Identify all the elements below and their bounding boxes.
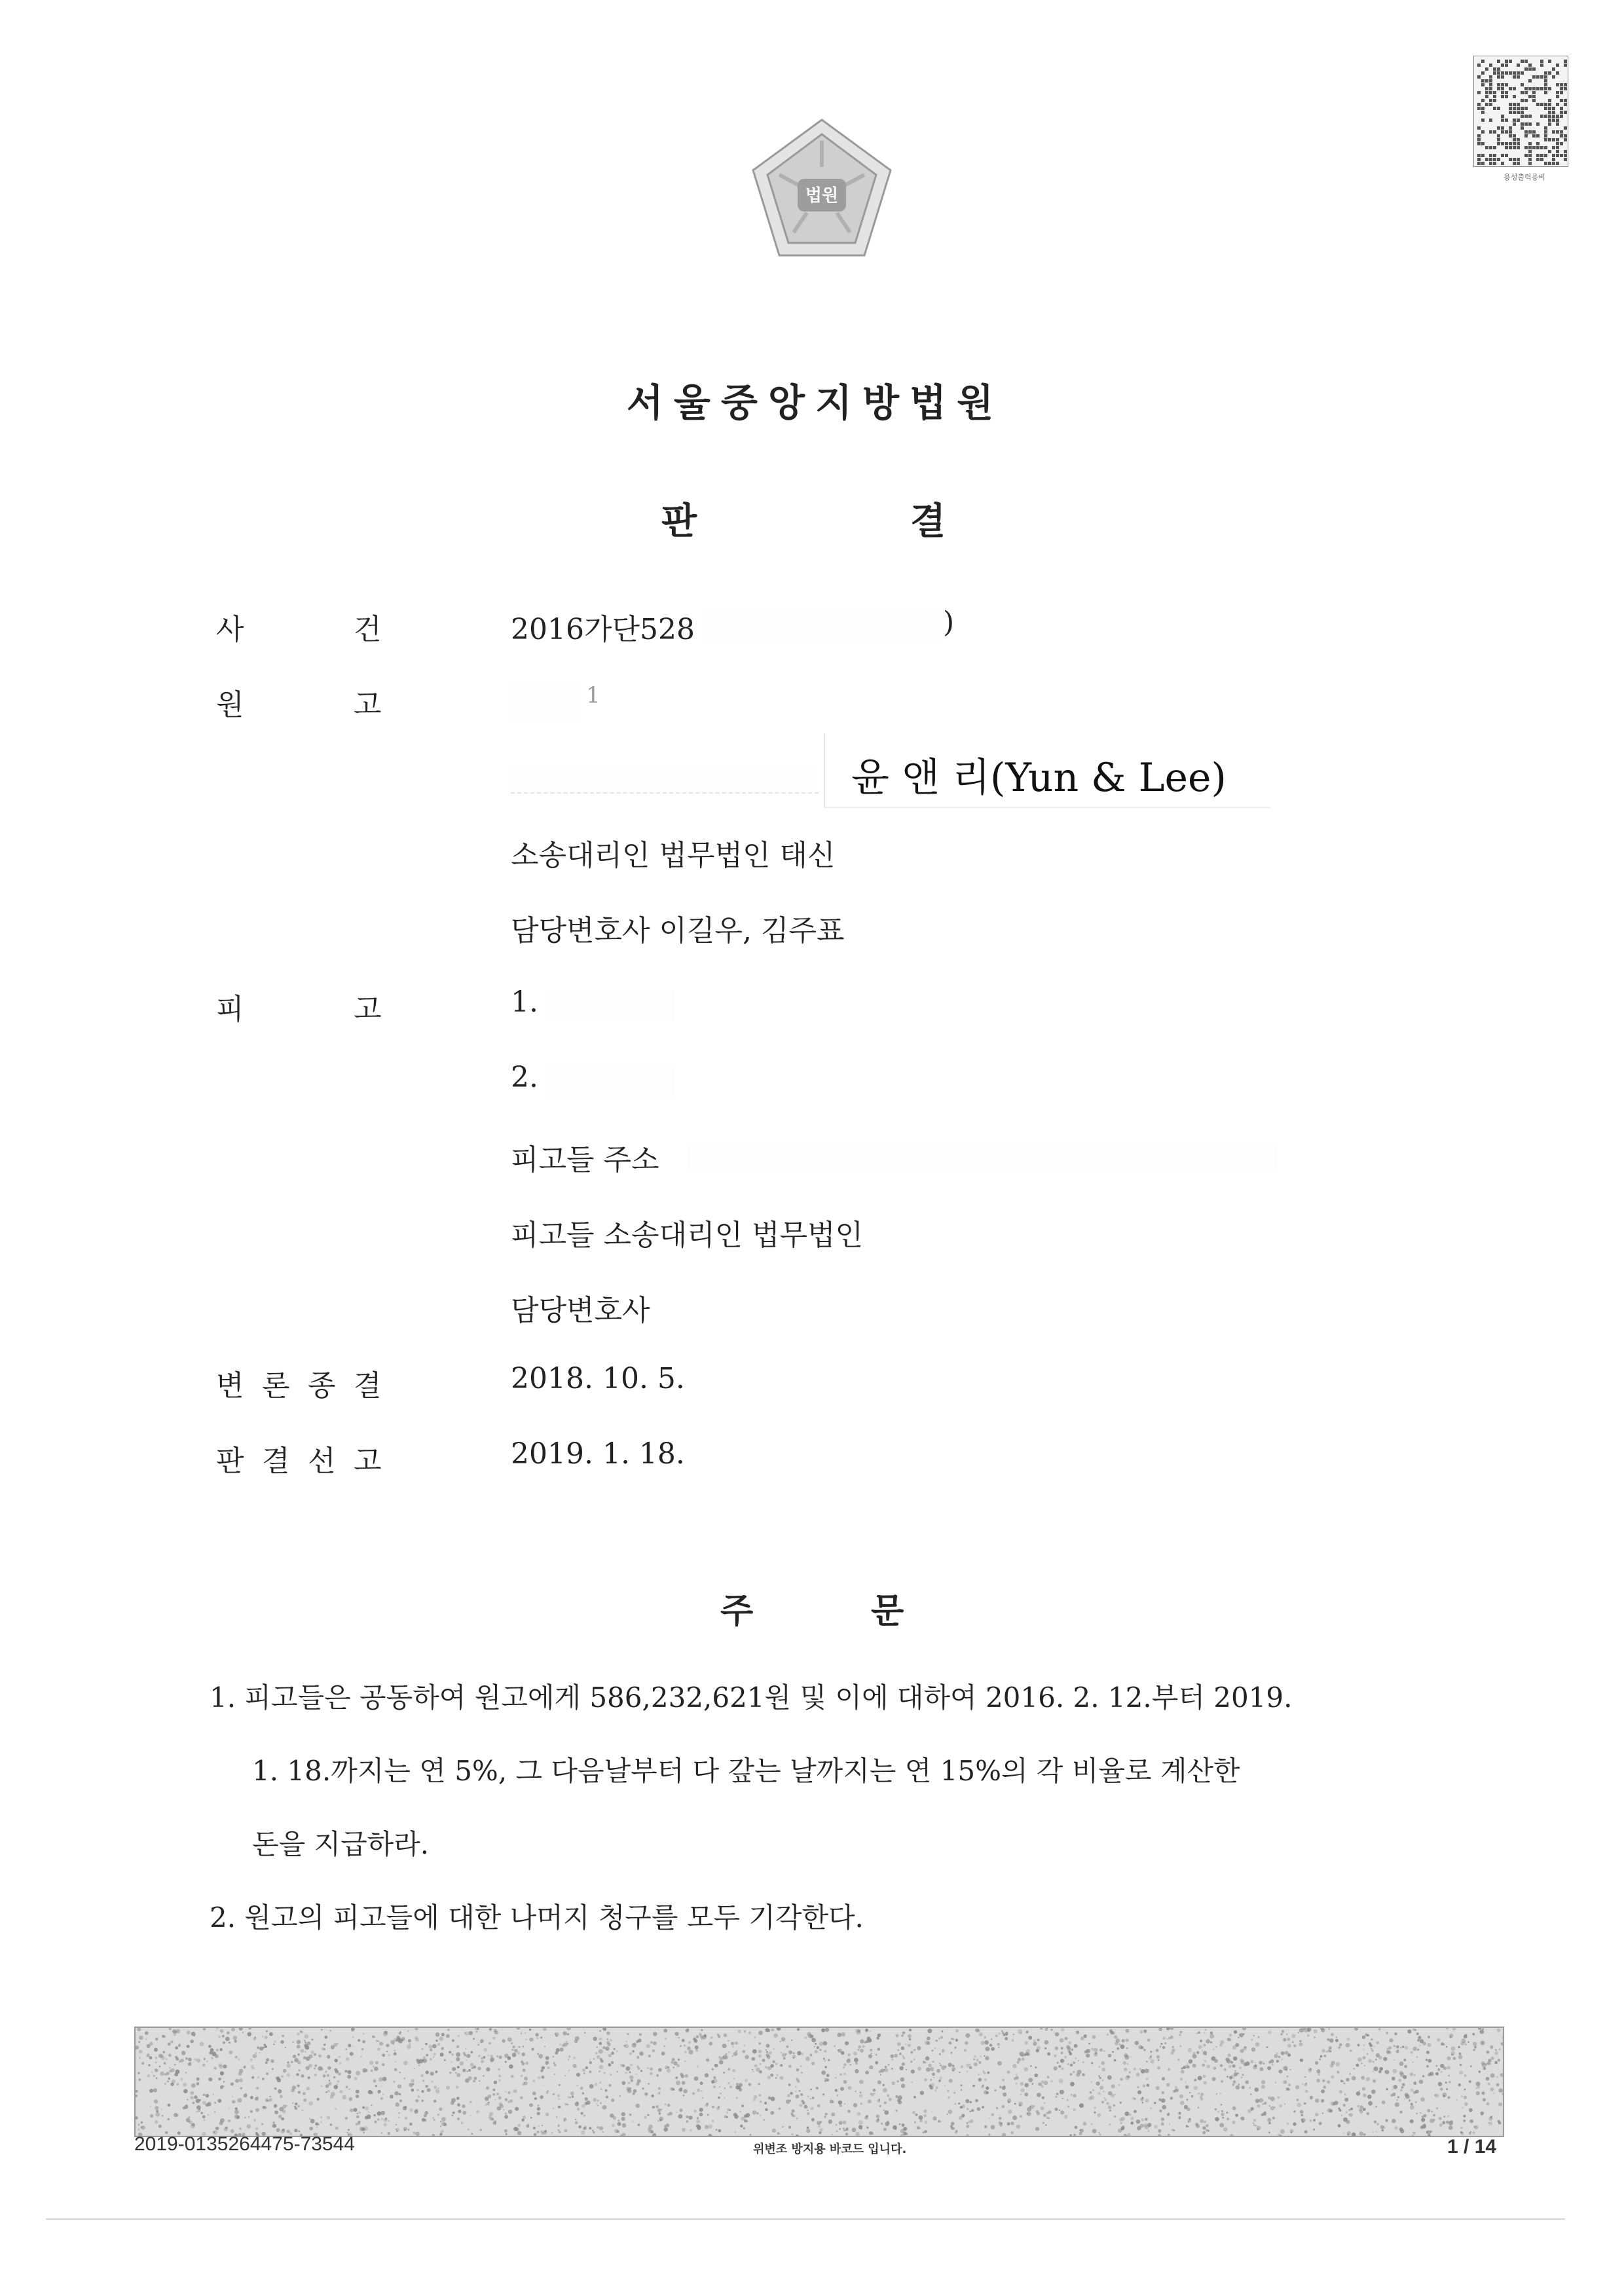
court-name: 서울중앙지방법원 [626,380,1005,425]
defendant-representative: 피고들 소송대리인 법무법인 [511,1219,864,1252]
defendant-2: 2. [511,1061,538,1094]
defendant-address: 피고들 주소 [511,1143,659,1177]
law-firm-name: 윤 앤 리(Yun & Lee) [851,755,1227,801]
case-number-tail: ) [943,606,955,639]
document-number: 2019-0135264475-73544 [134,2133,355,2155]
qr-caption: 용성출력용비 [1504,173,1545,181]
case-number: 2016가단528 [511,613,695,646]
defendant-1: 1. [511,985,538,1019]
bottom-divider [46,2218,1565,2220]
order-item-2: 2. 원고의 피고들에 대한 나머지 청구를 모두 기각한다. [210,1901,864,1934]
judgment-date: 2019. 1. 18. [511,1437,685,1471]
barcode-notice: 위변조 방지용 바코드 입니다. [753,2142,907,2156]
redacted-case-name [701,609,943,645]
plaintiff-name-tail: 1 [586,682,600,708]
redacted-plaintiff-name [511,684,583,720]
document-title-right: 결 [910,500,946,543]
order-item-1-line-1: 1. 피고들은 공동하여 원고에게 586,232,621원 및 이에 대하여 2016. 2. 12.부터 2019. [210,1681,1293,1714]
page-number: 1 / 14 [1447,2136,1497,2157]
redacted-plaintiff-address [511,766,819,794]
order-item-1-line-2: 1. 18.까지는 연 5%, 그 다음날부터 다 갚는 날까지는 연 15%의 각 비율로 계산한 [252,1755,1240,1787]
defendant-lawyer: 담당변호사 [511,1294,650,1327]
redacted-defendant-2 [544,1064,674,1097]
plaintiff-representative: 소송대리인 법무법인 태신 [511,839,836,872]
plaintiff-lawyers: 담당변호사 이길우, 김주표 [511,914,845,947]
emblem-label: 법원 [805,186,839,206]
qr-code-icon [1473,56,1568,167]
closing-date: 2018. 10. 5. [511,1362,685,1395]
security-barcode [134,2027,1504,2137]
document-title-left: 판 [661,500,697,543]
redacted-defendant-1 [544,989,674,1021]
redacted-defendant-address [688,1143,1277,1172]
order-item-1-line-3: 돈을 지급하라. [252,1828,430,1860]
judgment-page: 법원 용성출력용비 서울중앙지방법원 판 결 사 건 2016가단528 ) 원 고 1 윤 앤 리(Yun & Lee) 소송대리인 법무법인 태신 담당변호사 이길우, 김주표 피 고 1. 2. 피고들 주소 피고들 소송대리인 법무법인 담당변호사 변 론 종 결 2018. 10. 5. 판 결 선 고 2019. 1. 18. 주 문 1. 피고들은 공동하여 원고에게 586,232,621원 및 이에 대하여 2016. 2. 12.부터 2019. 1. 18.까지는 연 5%, 그 다음날부터 다 갚는 날까지는 연 15%의 각 비율로 계산한 돈을 지급하라. 2. 원고의 피고들에 대한 나머지 청구를 모두 기각한다. 2019-0135264475-73544 위변조 방지용 바코드 입니다. 1 / 14 [0,0,1624,2295]
court-emblem-icon [747,115,897,265]
